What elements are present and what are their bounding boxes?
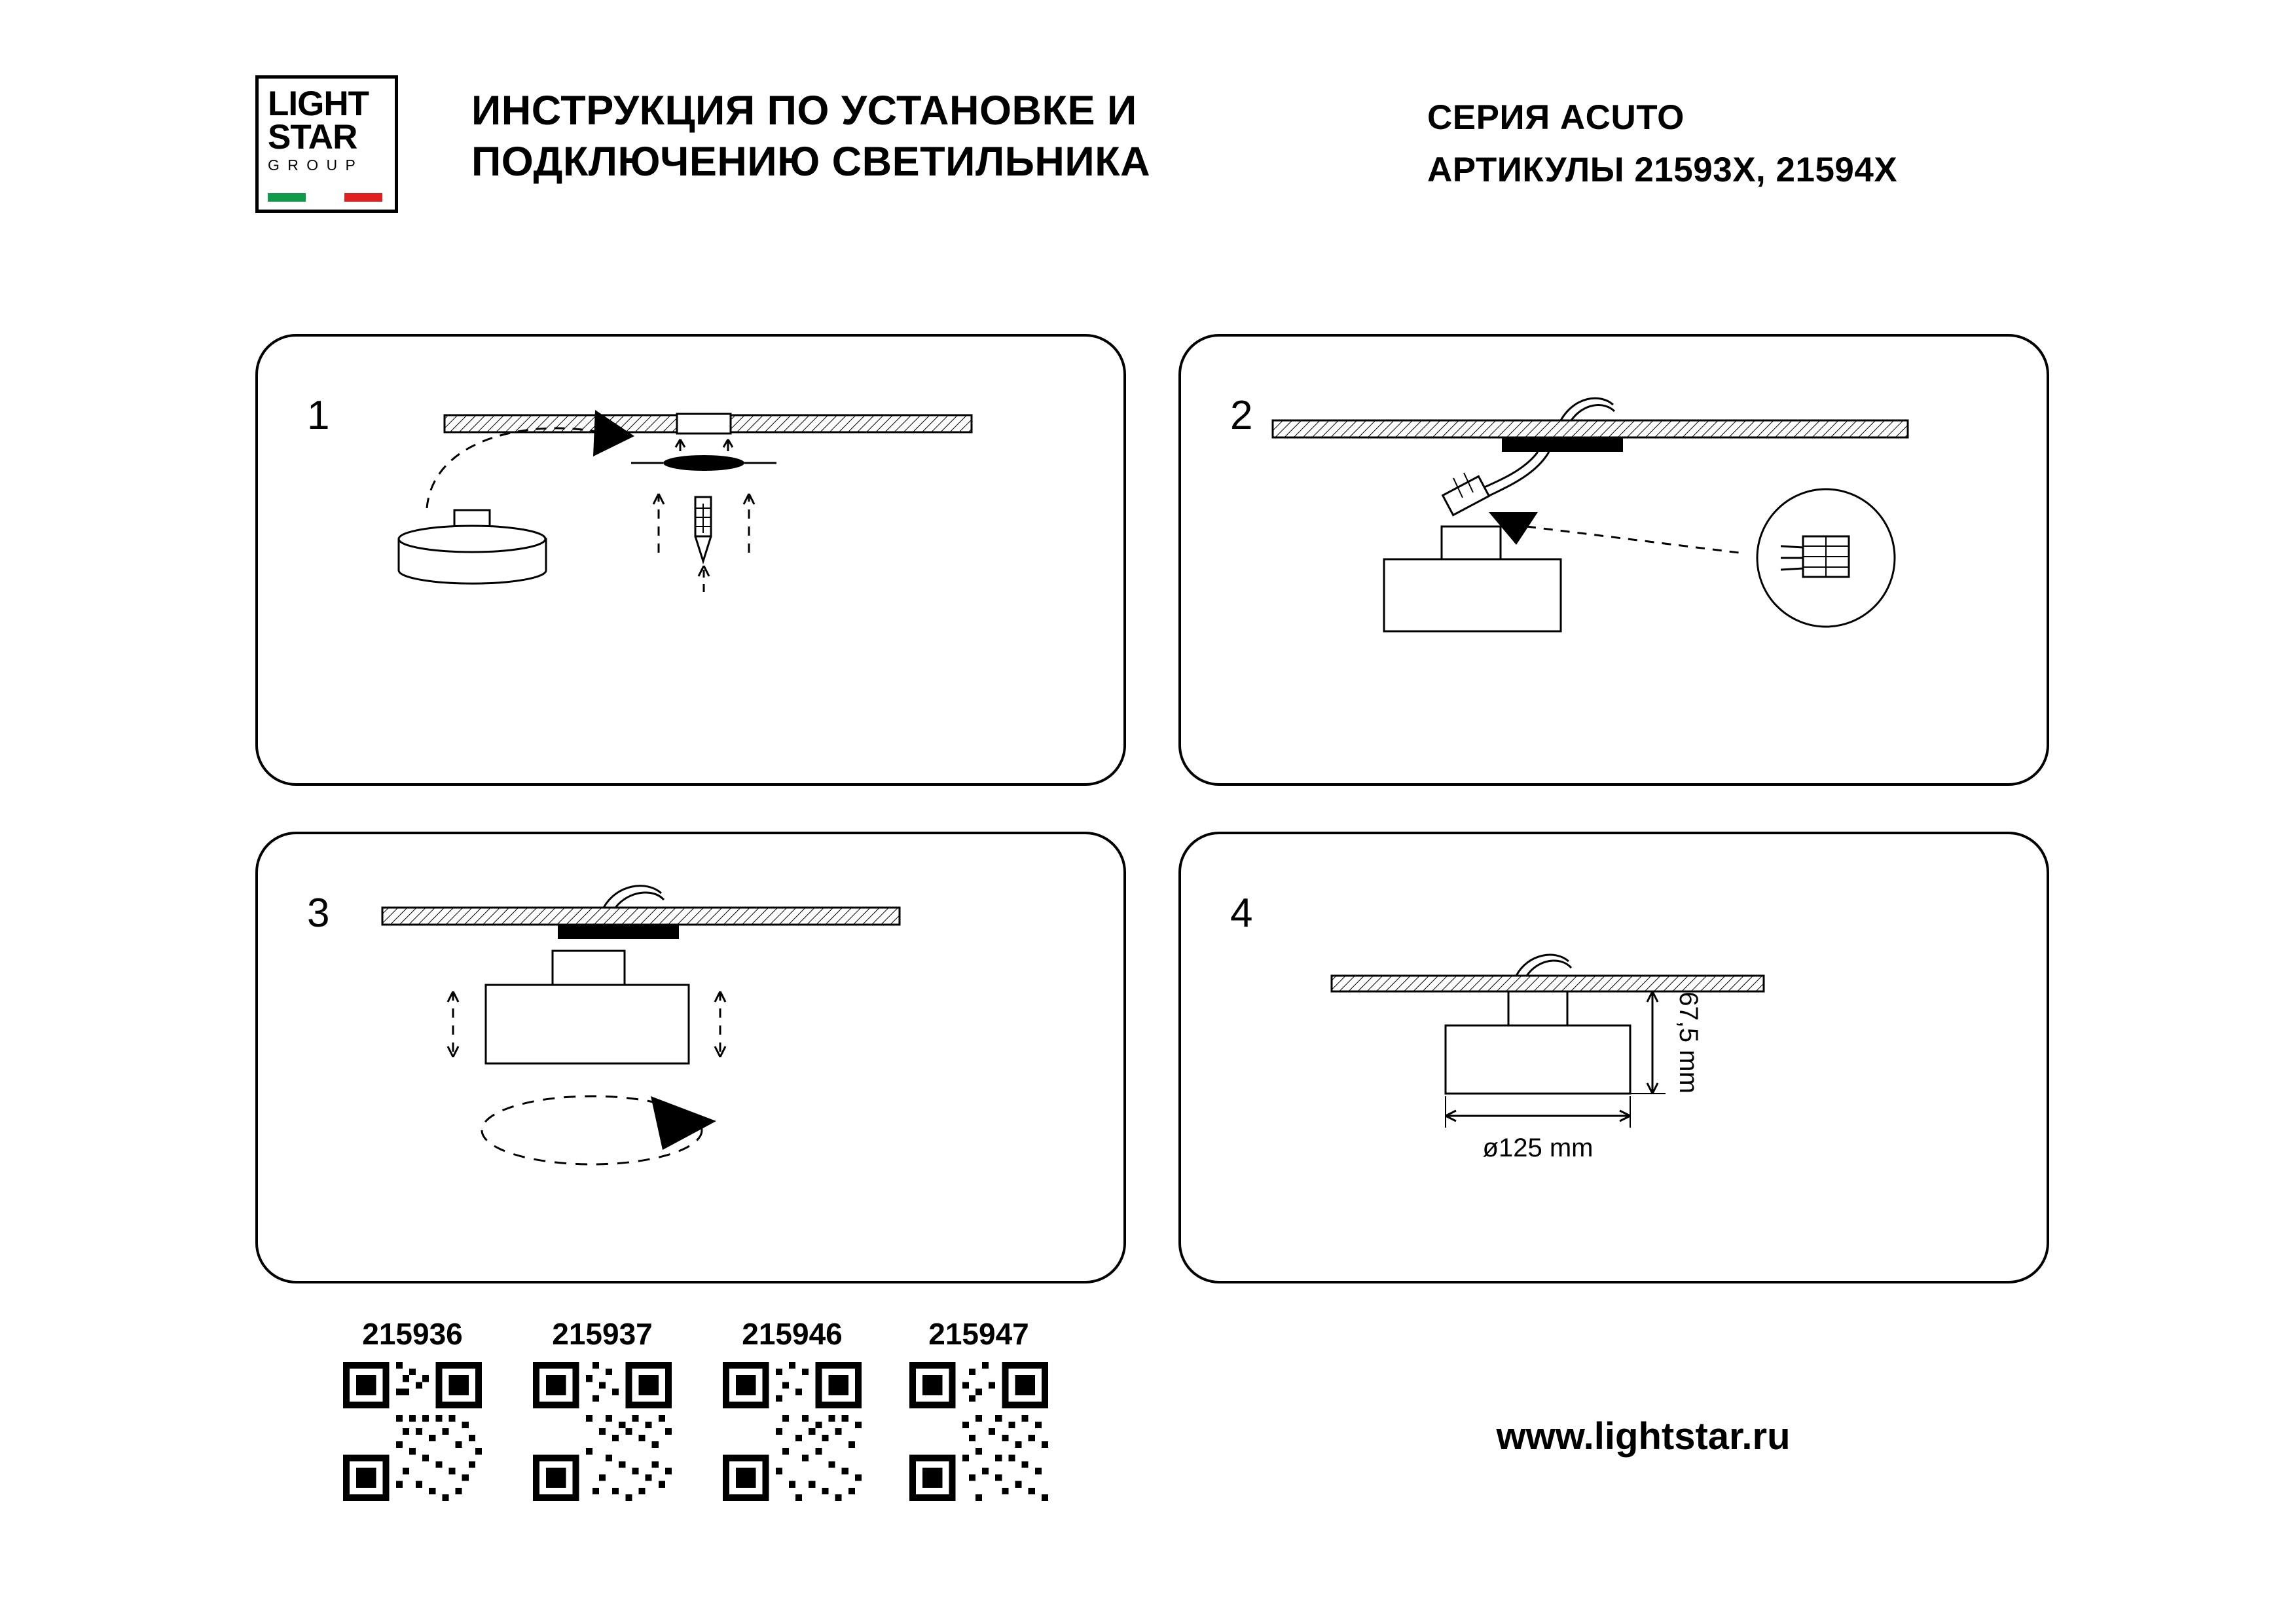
- qr-group-215947[interactable]: [907, 1316, 1051, 1501]
- qr-code-image[interactable]: [343, 1362, 482, 1501]
- step-panel-4: [1178, 832, 2049, 1283]
- step-2-illustration: [1181, 337, 2052, 788]
- qr-code-image[interactable]: [533, 1362, 672, 1501]
- footer: [0, 1303, 2296, 1565]
- step-1-illustration: [258, 337, 1129, 788]
- qr-code-label: 215937: [552, 1317, 653, 1351]
- articles-label: АРТИКУЛЫ 21593X, 21594X: [1427, 151, 1898, 189]
- step-number-4: 4: [1230, 891, 1253, 936]
- qr-code-image[interactable]: [723, 1362, 862, 1501]
- website-link[interactable]: www.lightstar.ru: [1496, 1415, 1791, 1458]
- italian-flag-icon: [268, 193, 382, 202]
- height-dimension-label: 67,5 mm: [1674, 991, 1703, 1094]
- qr-code-label: 215936: [362, 1317, 463, 1351]
- step-number-1: 1: [307, 393, 330, 438]
- logo-text-star: STAR: [268, 118, 357, 157]
- step-number-2: 2: [1230, 393, 1253, 438]
- step-3-illustration: [258, 834, 1129, 1286]
- qr-code-image[interactable]: [909, 1362, 1048, 1501]
- logo-text-group: G R O U P: [268, 157, 357, 174]
- logo-text-light: LIGHT: [268, 84, 369, 123]
- brand-logo: [255, 75, 398, 213]
- series-label: СЕРИЯ ACUTO: [1427, 98, 1685, 137]
- page-title: ИНСТРУКЦИЯ ПО УСТАНОВКЕ И ПОДКЛЮЧЕНИЮ СВЕТИЛЬНИКА: [471, 88, 1151, 185]
- step-panel-1: [255, 334, 1126, 786]
- header: [255, 65, 2049, 216]
- qr-code-label: 215946: [742, 1317, 843, 1351]
- step-panel-3: [255, 832, 1126, 1283]
- diameter-dimension-label: ø125 mm: [1482, 1134, 1594, 1162]
- qr-code-label: 215947: [928, 1317, 1029, 1351]
- qr-group-215946[interactable]: [720, 1316, 864, 1501]
- step-4-illustration: [1181, 834, 2052, 1286]
- series-block: [1427, 92, 2049, 196]
- step-number-3: 3: [307, 891, 330, 936]
- qr-group-215937[interactable]: [530, 1316, 674, 1501]
- qr-group-215936[interactable]: [340, 1316, 484, 1501]
- step-panel-2: [1178, 334, 2049, 786]
